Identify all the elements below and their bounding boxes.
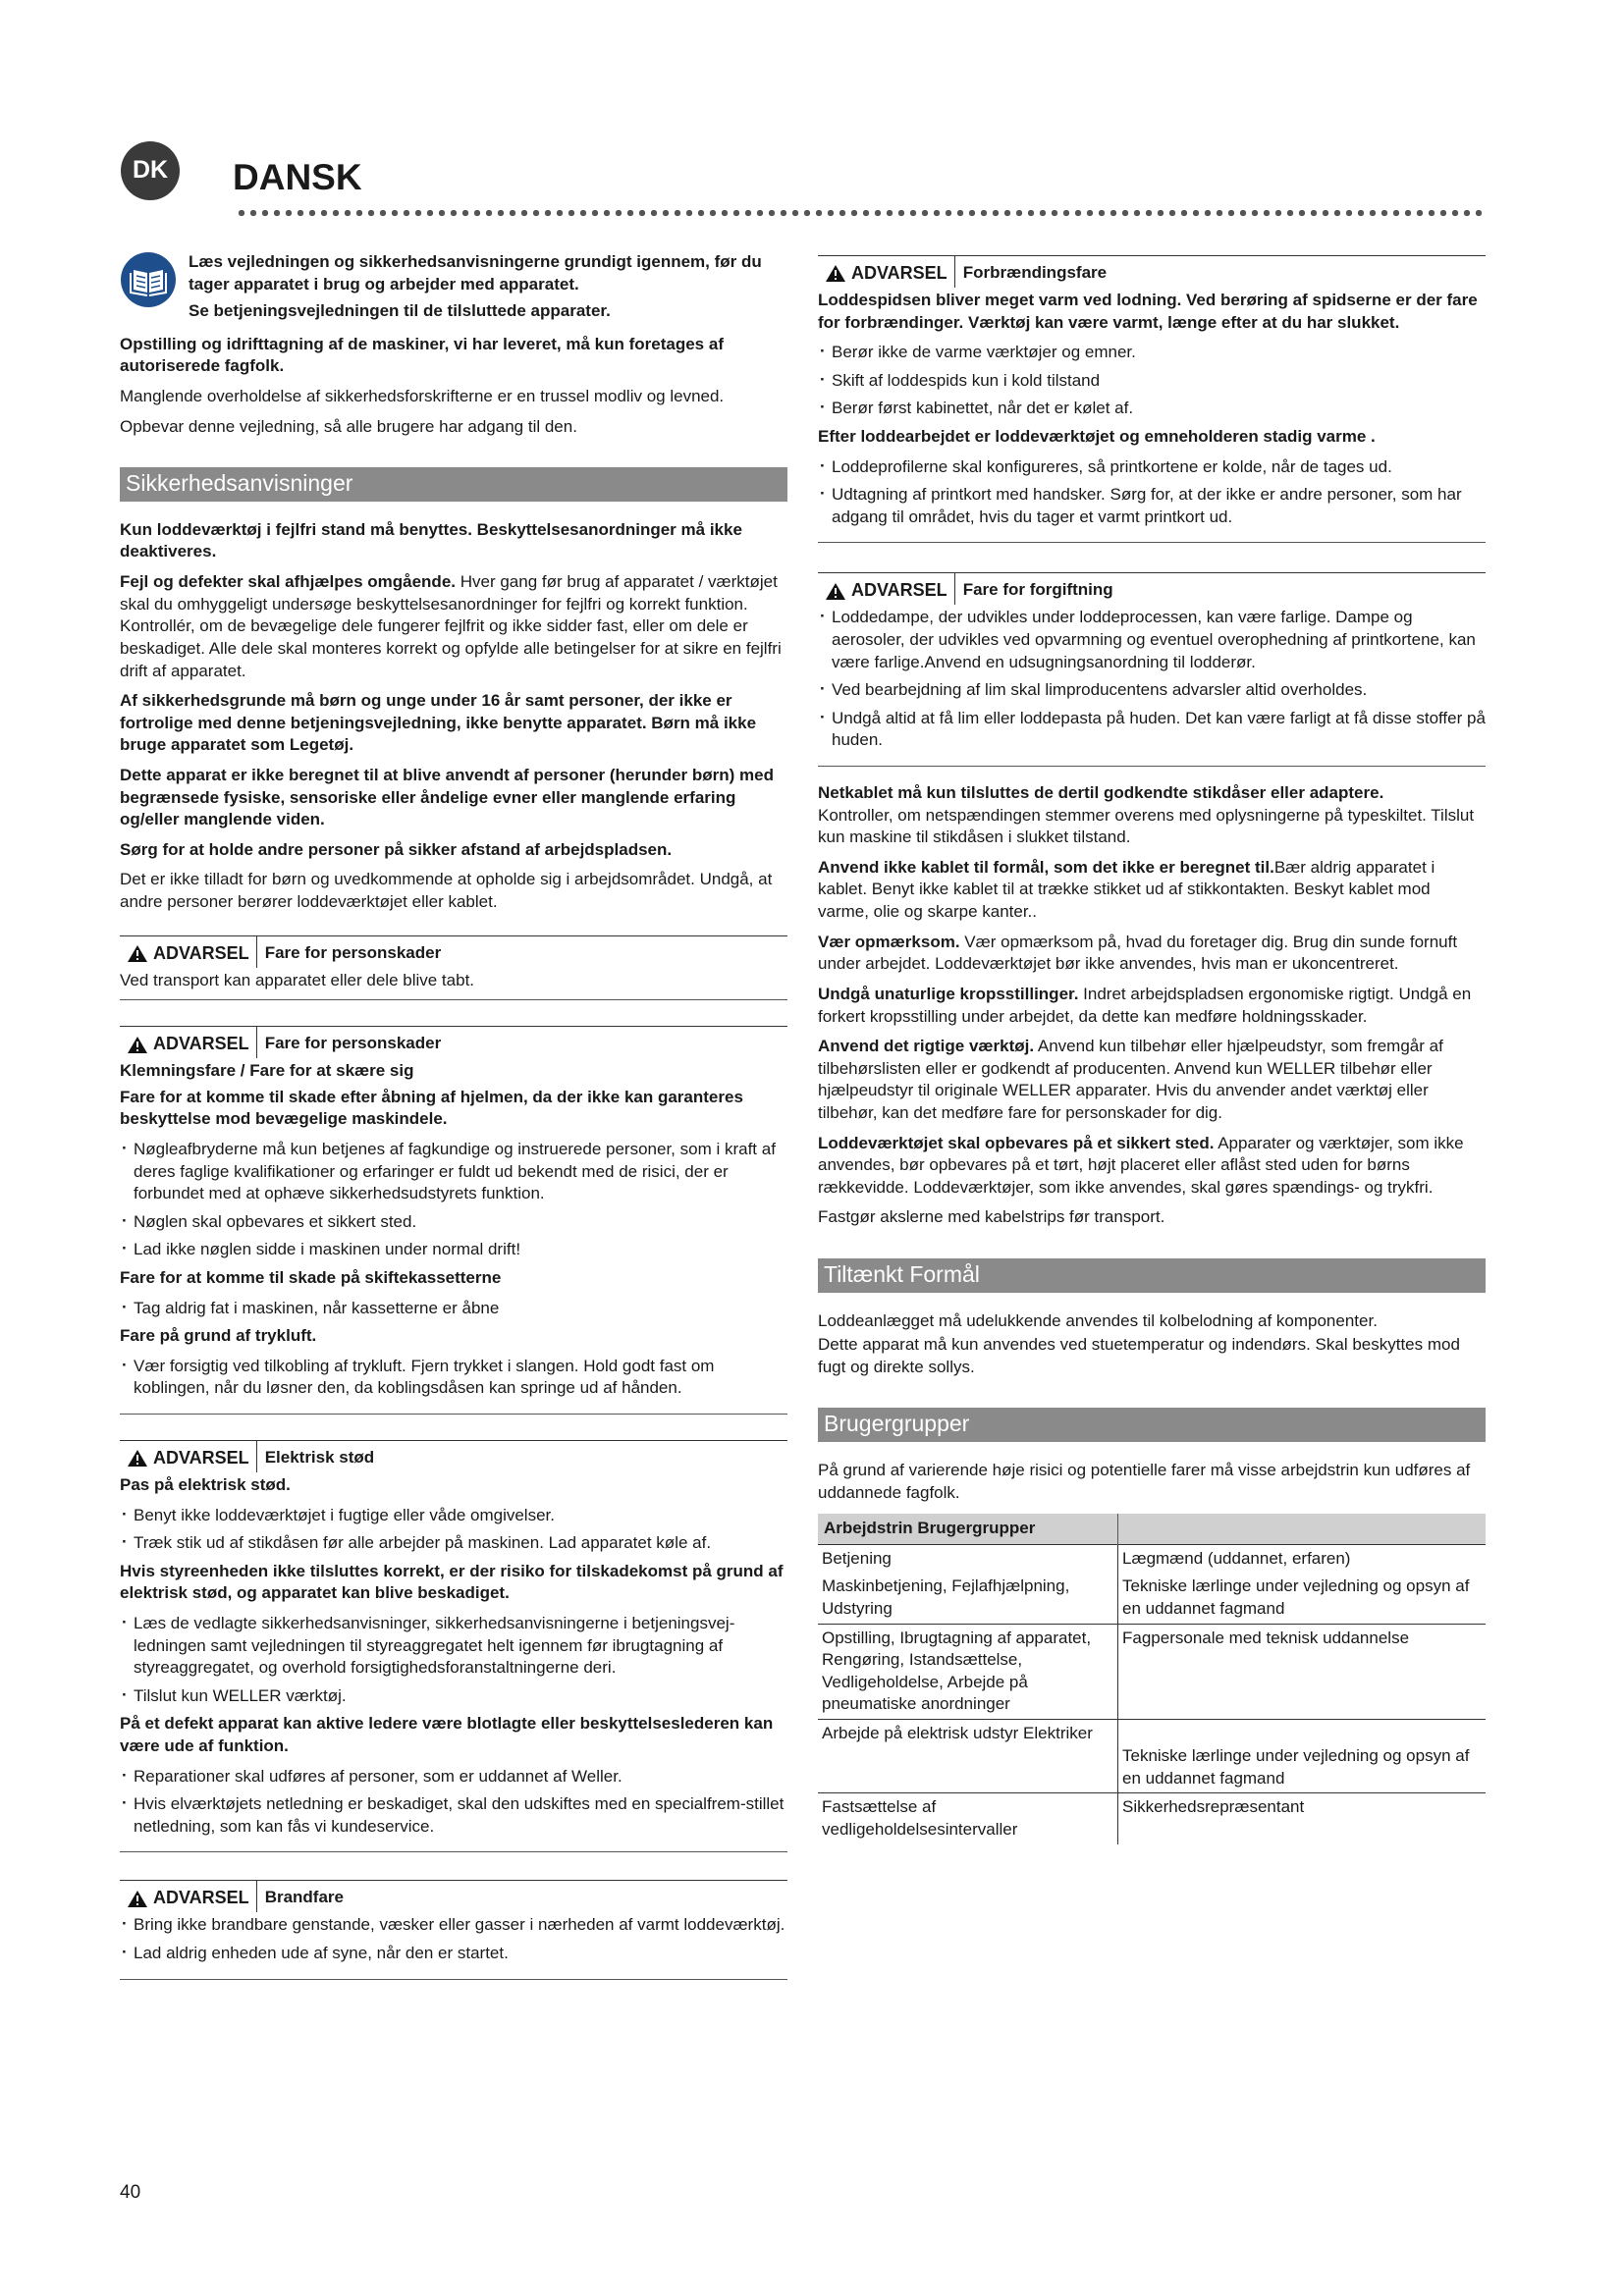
list-item: · Vær forsigtig ved tilkobling af trykluft. Fjern trykket i slangen. Hold godt fast om koblingen, når du løsner den, da koblingsdåsen kan springe ud af hånden.	[120, 1356, 787, 1400]
list-item: · Udtagning af printkort med handsker. Sørg for, at der ikke er andre personer, som har adgang til området, hvis du tager et varmt printkort ud.	[818, 484, 1486, 528]
tool-lead: Anvend det rigtige værktøj.	[818, 1037, 1035, 1056]
purpose-p2: Dette apparat må kun anvendes ved stuetemperatur og indendørs. Skal beskyttes mod fugt og direkte sollys.	[818, 1335, 1460, 1376]
warning-subheading: Klemningsfare / Fare for at skære sig	[120, 1061, 414, 1081]
list-item: · Læs de vedlagte sikkerhedsanvisninger, sikkerhedsanvisningerne i betjeningsvej-ledningen samt vejledningen til styreaggregatet helt igennem før ibrugtagning af styreaggregatet, og overhold forsigtighedsforanstaltningerne deri.	[120, 1613, 787, 1680]
warning-box-electric-shock	[120, 1440, 787, 1852]
table-header-cell: Arbejdstrin Brugergrupper	[818, 1514, 1118, 1544]
storage-body: Apparater og værktøjer, som ikke anvendes, bør opbevares på et tørt, højt placeret eller aflåst sted uden for børns rækkevidde. Loddeværktøjer, som ikke anvendes, skal gøres spændings- og trykfri.	[818, 1133, 1464, 1197]
warning-list	[120, 1298, 787, 1320]
section-heading-safety: Sikkerhedsanvisninger	[120, 467, 787, 502]
storage-text	[818, 1133, 1486, 1200]
warning-subheading: Fare for at komme til skade efter åbning af hjelmen, da der ikke kan garanteres beskyttelse mod bevægelige maskindele.	[120, 1087, 743, 1129]
table-header-cell-empty	[1118, 1514, 1487, 1544]
see-manual-text: Se betjeningsvejledningen til de tilsluttede apparater.	[189, 301, 611, 321]
intro-text	[189, 251, 787, 328]
safety-p3: Af sikkerhedsgrunde må børn og unge under 16 år samt personer, der ikke er fortrolige med denne betjeningsvejledning, ikke benytte apparatet. Børn må ikke bruge apparatet som Legetøj.	[120, 691, 757, 755]
warning-list	[818, 607, 1486, 752]
warning-list	[120, 1766, 787, 1839]
right-column	[818, 251, 1486, 1844]
posture-lead: Undgå unaturlige kropsstillinger.	[818, 984, 1079, 1003]
list-item: · Ved bearbejdning af lim skal limproducentens advarsler altid overholdes.	[818, 679, 1486, 702]
warning-triangle-icon	[127, 944, 148, 963]
keep-text: Opbevar denne vejledning, så alle brugere har adgang til den.	[120, 416, 577, 436]
warning-label	[120, 1441, 257, 1472]
warning-label	[120, 1027, 257, 1058]
list-item: · Berør først kabinettet, når det er kølet af.	[818, 398, 1486, 420]
language-badge: DK	[121, 141, 180, 200]
read-manual-text: Læs vejledningen og sikkerhedsanvisningerne grundigt igennem, før du tager apparatet i brug og arbejder med apparatet.	[189, 252, 762, 294]
left-column	[120, 251, 787, 1980]
warning-subheading: Fare for at komme til skade på skiftekassetterne	[120, 1267, 502, 1287]
warning-subheading: På et defekt apparat kan aktive ledere være blotlagte eller beskyttelseslederen kan være ude af funktion.	[120, 1714, 774, 1756]
cable-lead: Anvend ikke kablet til formål, som det ikke er beregnet til.	[818, 857, 1274, 877]
step-cell: Arbejde på elektrisk udstyr Elektriker	[818, 1720, 1118, 1793]
safety-p6: Det er ikke tilladt for børn og uvedkommende at opholde sig i arbejdsområdet. Undgå, at andre personer berører loddeværktøjet eller kablet.	[120, 870, 773, 911]
warning-topic: Fare for forgiftning	[962, 580, 1113, 600]
list-item: · Reparationer skal udføres af personer, som er uddannet af Weller.	[120, 1766, 787, 1789]
danger-text: Manglende overholdelse af sikkerhedsforskrifterne er en trussel modliv og levned.	[120, 387, 725, 406]
group-cell: Tekniske lærlinge under vejledning og opsyn af en uddannet fagmand	[1118, 1573, 1487, 1624]
section-heading-purpose: Tiltænkt Formål	[818, 1258, 1486, 1293]
page-title: DANSK	[233, 157, 362, 197]
warning-list	[120, 1613, 787, 1707]
warning-subheading: Hvis styreenheden ikke tilsluttes korrekt, er der risiko for tilskadekomst på grund af elektrisk stød, og apparatet kan blive beskadiget.	[120, 1561, 784, 1603]
warning-triangle-icon	[825, 582, 846, 601]
manual-book-icon	[120, 251, 177, 308]
warning-subheading: Fare på grund af trykluft.	[120, 1326, 317, 1346]
storage-lead: Loddeværktøjet skal opbevares på et sikkert sted.	[818, 1133, 1215, 1152]
user-groups-table	[818, 1514, 1486, 1843]
warning-header	[818, 573, 1486, 605]
warning-list	[818, 342, 1486, 420]
list-item: · Berør ikke de varme værktøjer og emner.	[818, 342, 1486, 364]
attention-body: Vær opmærksom på, hvad du foretager dig. Brug din sunde fornuft under arbejdet. Loddeværktøjet bør ikke anvendes, hvis man er ukoncentreret.	[818, 932, 1458, 974]
safety-p2-body: Hver gang før brug af apparatet / værktøjet skal du omhyggeligt undersøge beskyttelsesanordninger for fejlfri og korrekt funktion. Kontrollér, om de bevægelige dele fungerer fejlfrit og ikke sidder fast, eller om dele er beskadiget. Alle dele skal monteres korrekt og opfylde alle betingelser for at sikre en fejlfri drift af apparatet.	[120, 572, 782, 680]
net-cable-body: Kontroller, om netspændingen stemmer overens med oplysningerne på typeskiltet. Tilslut kun maskine til stikdåsen i slukket tilstand.	[818, 805, 1475, 847]
warning-topic: Forbrændingsfare	[962, 263, 1108, 282]
dotted-divider	[238, 209, 1485, 217]
transport-text: Fastgør akslerne med kabelstrips før transport.	[818, 1207, 1165, 1227]
warning-box-fire	[120, 1880, 787, 1979]
warning-list	[120, 1505, 787, 1555]
warning-label-text: ADVARSEL	[851, 263, 947, 283]
warning-box-poison	[818, 572, 1486, 767]
safety-p2-lead: Fejl og defekter skal afhjælpes omgående.	[120, 572, 456, 592]
warning-box-injury-transport	[120, 935, 787, 1001]
warning-header	[120, 936, 787, 968]
warning-label	[818, 573, 955, 605]
list-item: · Nøglen skal opbevares et sikkert sted.	[120, 1211, 787, 1234]
warning-box-burn	[818, 255, 1486, 543]
list-item: · Loddedampe, der udvikles under loddeprocessen, kan være farlige. Dampe og aerosoler, der udvikles ved opvarmning og eventuel overophedning af printkortene, kan være farlige.Anvend en udsugningsanordning til lodderør.	[818, 607, 1486, 673]
group-cell: Tekniske lærlinge under vejledning og opsyn af en uddannet fagmand	[1118, 1720, 1487, 1793]
safety-p4: Dette apparat er ikke beregnet til at blive anvendt af personer (herunder børn) med begrænsede fysiske, sensoriske eller åndelige evner eller manglende erfaring og/eller manglende viden.	[120, 765, 774, 829]
warning-topic: Fare for personskader	[264, 1034, 442, 1053]
section-heading-users: Brugergrupper	[818, 1408, 1486, 1442]
warning-header	[120, 1441, 787, 1472]
tool-body: Anvend kun tilbehør eller hjælpeudstyr, som fremgår af tilbehørslisten eller er godkendt af producenten. Anvend kun WELLER tilbehør eller hjælpeudstyr til originale WELLER apparater. Hvis du anvender andet værktøj eller tilbehør, kan det medføre fare for personskader for dig.	[818, 1037, 1443, 1122]
cable-body: Bær aldrig apparatet i kablet. Benyt ikke kablet til at trække stikket ud af stikkontakten. Beskyt kablet mod varme, olie og skarpe kanter..	[818, 857, 1435, 922]
table-row	[818, 1624, 1486, 1719]
list-item: · Benyt ikke loddeværktøjet i fugtige eller våde omgivelser.	[120, 1505, 787, 1527]
warning-label-text: ADVARSEL	[153, 1034, 249, 1054]
warning-text: Ved transport kan apparatet eller dele blive tabt.	[120, 970, 475, 989]
warning-label-text: ADVARSEL	[153, 1888, 249, 1908]
net-cable-lead: Netkablet må kun tilsluttes de dertil godkendte stikdåser eller adaptere.	[818, 783, 1384, 803]
warning-triangle-icon	[127, 1449, 148, 1468]
step-cell: Maskinbetjening, Fejlafhjælpning, Udstyring	[818, 1573, 1118, 1624]
table-row	[818, 1720, 1486, 1793]
warning-header	[120, 1027, 787, 1058]
list-item: · Bring ikke brandbare genstande, væsker eller gasser i nærheden af varmt loddeværktøj.	[120, 1914, 787, 1937]
list-item: · Skift af loddespids kun i kold tilstand	[818, 370, 1486, 393]
intro-block	[120, 251, 787, 328]
users-intro: På grund af varierende høje risici og potentielle farer må visse arbejdstrin kun udføres af uddannede fagfolk.	[818, 1460, 1471, 1502]
warning-topic: Brandfare	[264, 1888, 344, 1907]
warning-subheading: Efter loddearbejdet er loddeværktøjet og emneholderen stadig varme .	[818, 426, 1376, 446]
list-item: · Lad aldrig enheden ude af syne, når den er startet.	[120, 1943, 787, 1965]
page-number: 40	[120, 2182, 141, 2203]
warning-list	[120, 1914, 787, 1964]
list-item: · Hvis elværktøjets netledning er beskadiget, skal den udskiftes med en specialfrem-stillet netledning, som kan fås vi kundeservice.	[120, 1793, 787, 1838]
list-item: · Tilslut kun WELLER værktøj.	[120, 1685, 787, 1708]
posture-body: Indret arbejdspladsen ergonomiske rigtigt. Undgå en forkert kropsstilling under arbejdet, da dette kan medføre holdningsskader.	[818, 984, 1472, 1026]
posture-text	[818, 984, 1486, 1028]
list-item: · Træk stik ud af stikdåsen før alle arbejder på maskinen. Lad apparatet køle af.	[120, 1532, 787, 1555]
warning-label	[120, 936, 257, 968]
safety-p1: Kun loddeværktøj i fejlfri stand må benyttes. Beskyttelsesanordninger må ikke deaktiveres.	[120, 519, 742, 561]
list-item: · Lad ikke nøglen sidde i maskinen under normal drift!	[120, 1239, 787, 1261]
warning-subheading: Loddespidsen bliver meget varm ved lodning. Ved berøring af spidserne er der fare for forbrændinger. Værktøj kan være varmt, længe efter at du har slukket.	[818, 290, 1478, 332]
warning-list	[818, 456, 1486, 529]
tool-text	[818, 1036, 1486, 1124]
warning-topic: Elektrisk stød	[264, 1448, 375, 1467]
warning-header	[120, 1881, 787, 1912]
warning-label-text: ADVARSEL	[153, 1448, 249, 1468]
warning-header	[818, 256, 1486, 288]
warning-label	[120, 1881, 257, 1912]
table-row	[818, 1793, 1486, 1844]
safety-p5: Sørg for at holde andre personer på sikker afstand af arbejdspladsen.	[120, 839, 673, 859]
step-cell: Betjening	[818, 1544, 1118, 1573]
table-row	[818, 1573, 1486, 1624]
list-item: · Undgå altid at få lim eller loddepasta på huden. Det kan være farligt at få disse stoffer på huden.	[818, 708, 1486, 752]
group-cell: Lægmænd (uddannet, erfaren)	[1118, 1544, 1487, 1573]
warning-list	[120, 1139, 787, 1261]
table-header-row	[818, 1514, 1486, 1544]
net-cable-text	[818, 782, 1486, 849]
warning-label	[818, 256, 955, 288]
attention-lead: Vær opmærksom.	[818, 932, 960, 951]
setup-text: Opstilling og idrifttagning af de maskiner, vi har leveret, må kun foretages af autoriserede fagfolk.	[120, 334, 724, 376]
warning-subheading: Pas på elektrisk stød.	[120, 1474, 291, 1494]
warning-triangle-icon	[127, 1890, 148, 1908]
warning-label-text: ADVARSEL	[153, 942, 249, 963]
group-cell: Fagpersonale med teknisk uddannelse	[1118, 1624, 1487, 1719]
group-cell: Sikkerhedsrepræsentant	[1122, 1797, 1305, 1817]
list-item: · Loddeprofilerne skal konfigureres, så printkortene er kolde, når de tages ud.	[818, 456, 1486, 479]
purpose-p1: Loddeanlægget må udelukkende anvendes til kolbelodning af komponenter.	[818, 1310, 1378, 1330]
warning-triangle-icon	[825, 264, 846, 283]
list-item: · Tag aldrig fat i maskinen, når kassetterne er åbne	[120, 1298, 787, 1320]
step-cell: Opstilling, Ibrugtagning af apparatet, Rengøring, Istandsættelse, Vedligeholdelse, Arbejde på pneumatiske anordninger	[818, 1624, 1118, 1719]
attention-text	[818, 932, 1486, 976]
warning-topic: Fare for personskader	[264, 942, 442, 962]
warning-box-injury-pinch	[120, 1026, 787, 1415]
cable-text	[818, 857, 1486, 924]
warning-triangle-icon	[127, 1036, 148, 1054]
list-item: · Nøgleafbryderne må kun betjenes af fagkundige og instruerede personer, som i kraft af deres faglige kvalifikationer og erfaringer er fuldt ud bekendt med de risici, der er forbundet med at ophæve sikkerhedsudstyrets funktion.	[120, 1139, 787, 1205]
table-row	[818, 1544, 1486, 1573]
safety-p2	[120, 571, 787, 682]
warning-list	[120, 1356, 787, 1400]
step-cell: Fastsættelse af vedligeholdelsesintervaller	[818, 1793, 1118, 1844]
warning-label-text: ADVARSEL	[851, 580, 947, 601]
